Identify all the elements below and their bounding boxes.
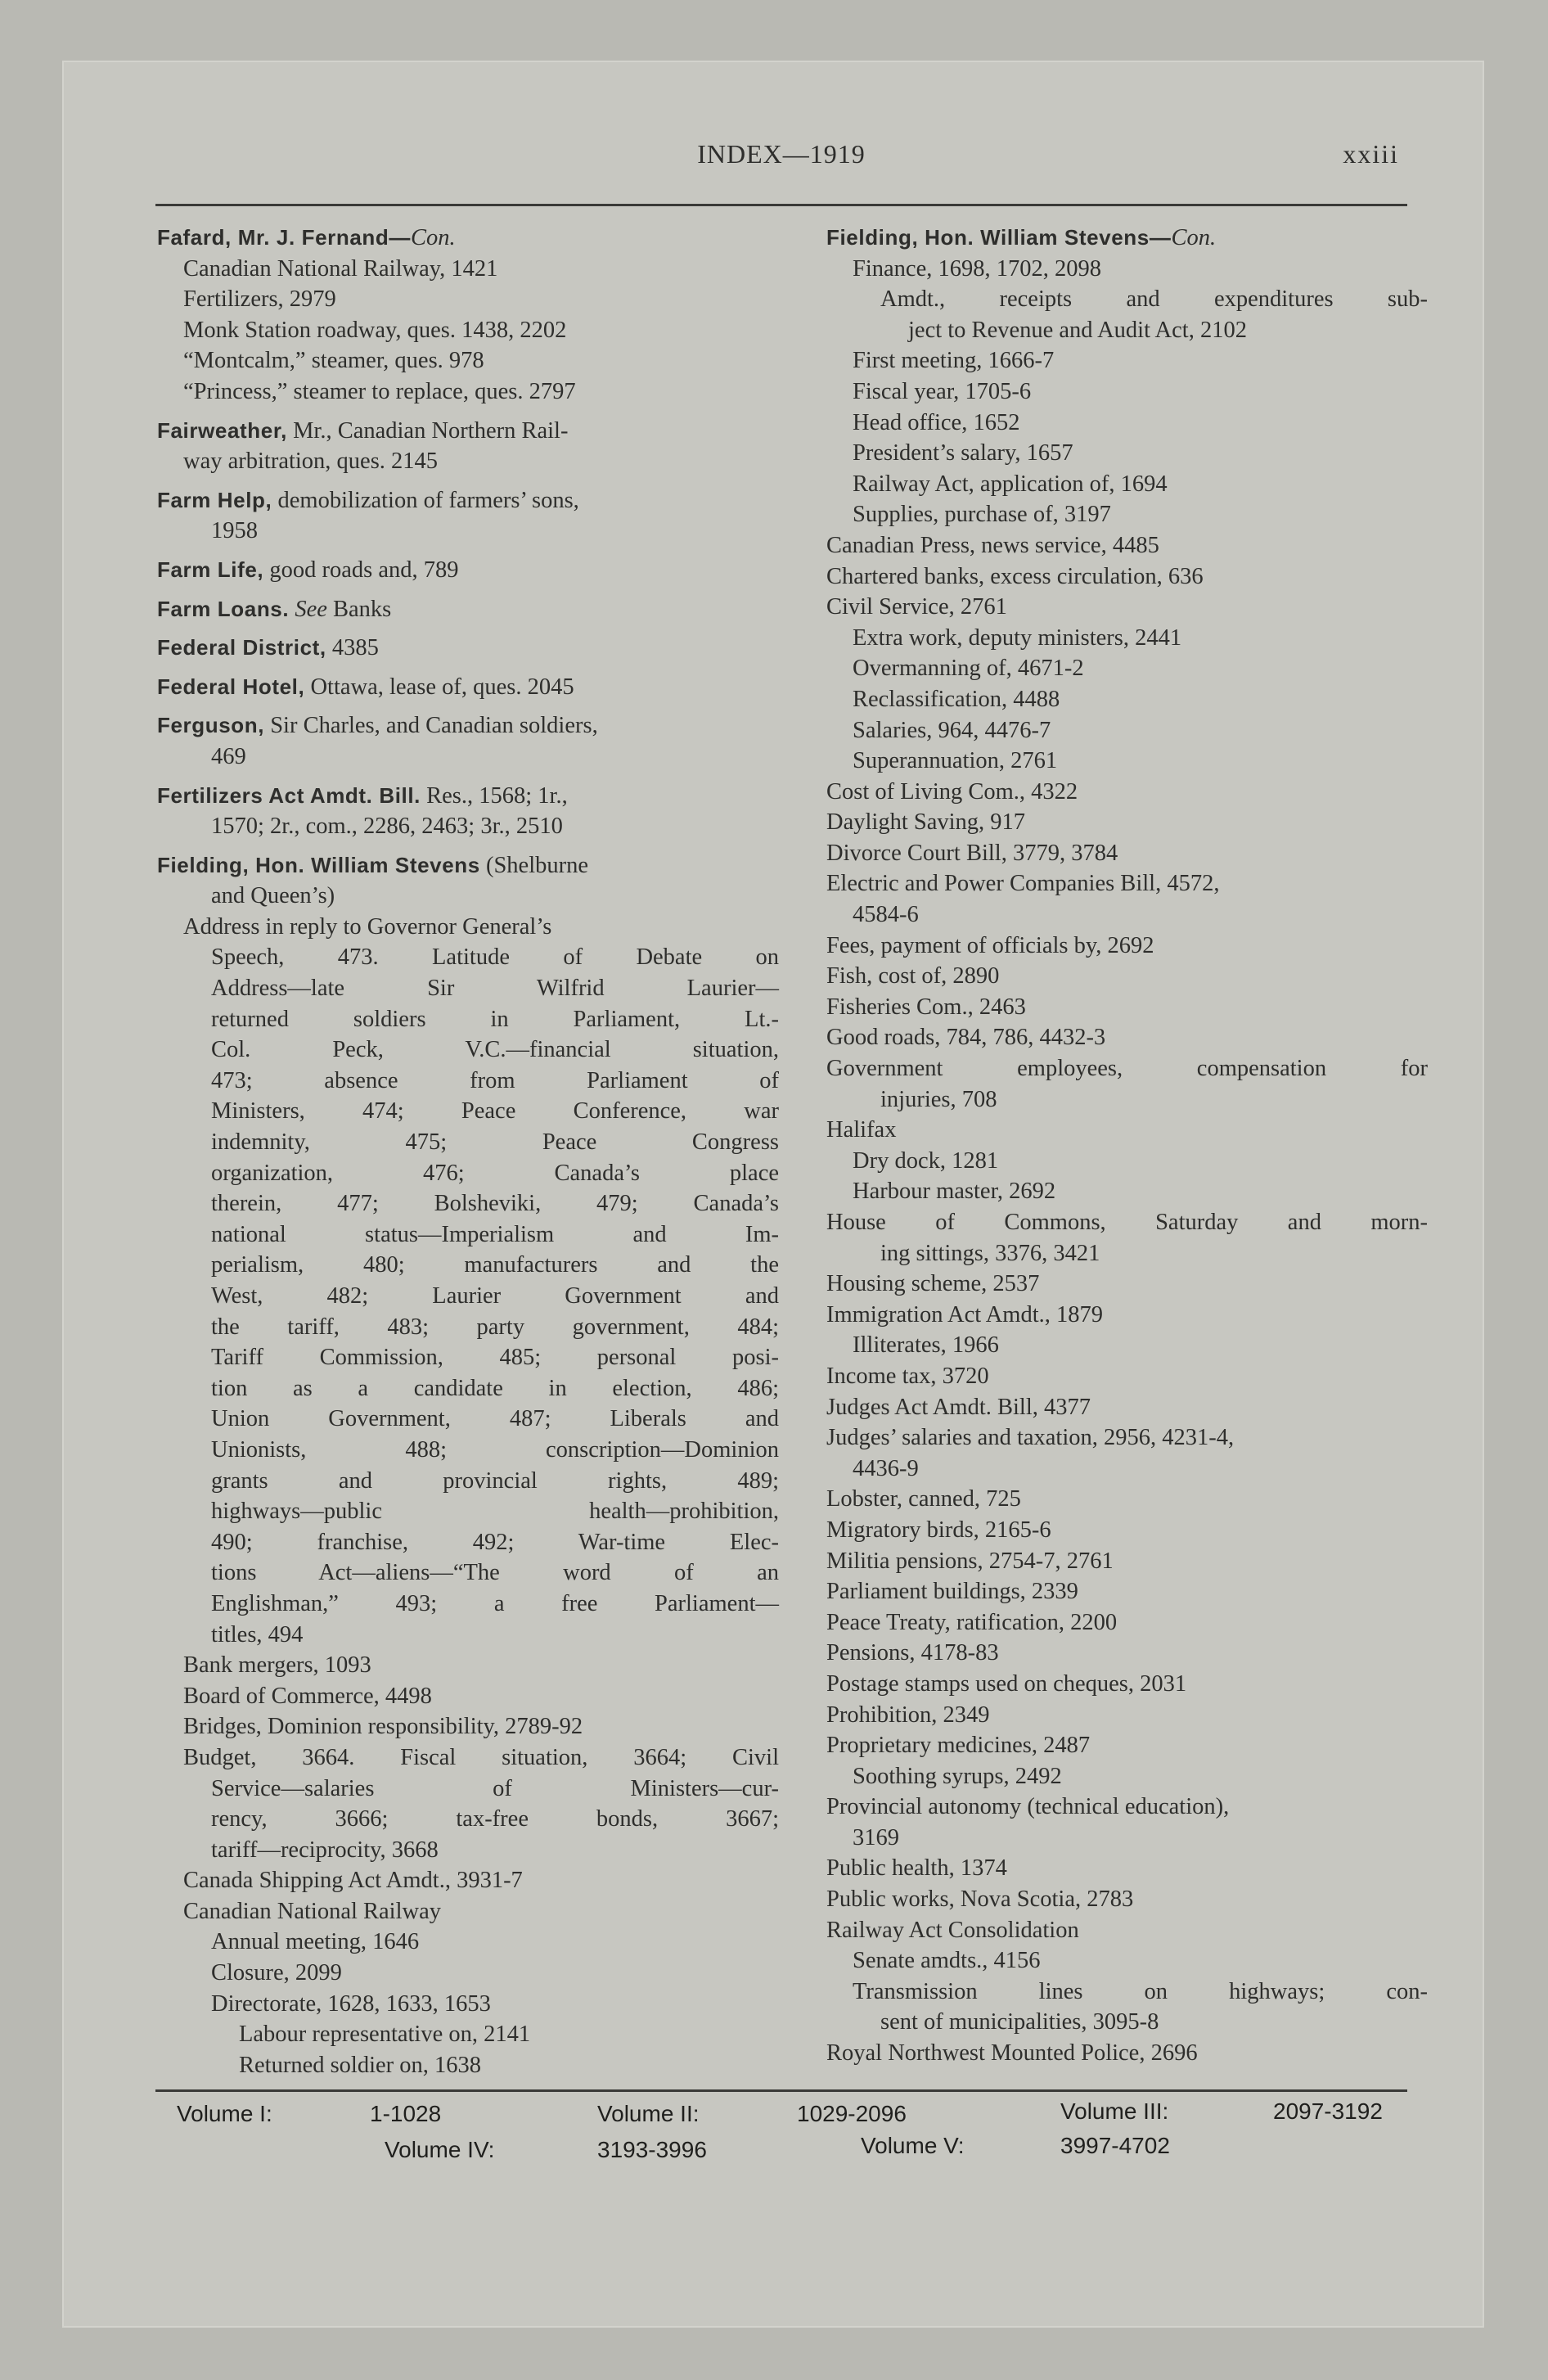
sub-entry: First meeting, 1666-7 (853, 348, 1055, 374)
sub-entry: Railway Act, application of, 1694 (853, 471, 1168, 497)
sub-entry: Migratory birds, 2165-6 (826, 1517, 1051, 1543)
entry-text: 1958 (211, 518, 258, 544)
sub-entry: Supplies, purchase of, 3197 (853, 502, 1111, 528)
entry-heading: Farm Help, (157, 487, 272, 512)
sub-entry: Chartered banks, excess circulation, 636 (826, 563, 1204, 589)
volume-label: Volume V: (861, 2133, 965, 2158)
sub-entry: Judges’ salaries and taxation, 2956, 4231-4, (826, 1425, 1235, 1451)
index-entry (157, 710, 779, 772)
sub-entry: Pensions, 4178-83 (826, 1640, 999, 1666)
sub-entry: Militia pensions, 2754-7, 2761 (826, 1548, 1114, 1574)
sub-entry: Transmission lines on highways; con- (853, 1978, 1428, 2004)
continued-label: Con. (410, 225, 456, 250)
sub-entry: Fisheries Com., 2463 (826, 994, 1026, 1020)
sub-entry: perialism, 480; manufacturers and the (211, 1252, 779, 1278)
sub-entry: Illiterates, 1966 (853, 1332, 999, 1359)
sub-entry: Superannuation, 2761 (853, 748, 1058, 774)
sub-entry: Public health, 1374 (826, 1855, 1007, 1882)
sub-entry: Peace Treaty, ratification, 2200 (826, 1609, 1118, 1635)
sub-entry: Good roads, 784, 786, 4432-3 (826, 1025, 1106, 1051)
sub-entry: Col. Peck, V.C.—financial situation, (211, 1037, 779, 1063)
sub-entry: returned soldiers in Parliament, Lt.- (211, 1006, 779, 1032)
entry-text: good roads and, 789 (263, 557, 459, 583)
sub-entry: Proprietary medicines, 2487 (826, 1733, 1091, 1759)
sub-entry: Divorce Court Bill, 3779, 3784 (826, 840, 1118, 866)
index-entry (157, 850, 779, 2081)
entry-heading: Farm Life, (157, 557, 264, 582)
entry-text: (Shelburne (479, 852, 589, 878)
sub-entry: Extra work, deputy ministers, 2441 (853, 624, 1182, 651)
sub-entry: Postage stamps used on cheques, 2031 (826, 1670, 1187, 1697)
sub-entry: Finance, 1698, 1702, 2098 (853, 255, 1101, 282)
sub-entry: Daylight Saving, 917 (826, 809, 1026, 836)
entry-heading: Federal District, (157, 635, 326, 660)
sub-entry: Canadian National Railway, 1421 (183, 255, 498, 282)
sub-entry: Fish, cost of, 2890 (826, 963, 1000, 989)
sub-entry: organization, 476; Canada’s place (211, 1160, 779, 1186)
volume-range: 3193-3996 (597, 2137, 707, 2162)
entry-text: Ottawa, lease of, ques. 2045 (304, 674, 574, 700)
sub-entry: Head office, 1652 (853, 409, 1020, 435)
header-rule (155, 204, 1407, 206)
volume-range: 3997-4702 (1060, 2133, 1170, 2158)
sub-entry: Canada Shipping Act Amdt., 3931-7 (183, 1868, 523, 1894)
sub-entry: Prohibition, 2349 (826, 1702, 990, 1728)
sub-entry: 3169 (853, 1824, 899, 1850)
sub-entry: Labour representative on, 2141 (239, 2022, 531, 2048)
sub-entry: Parliament buildings, 2339 (826, 1579, 1078, 1605)
sub-entry: Cost of Living Com., 4322 (826, 778, 1078, 805)
entry-text: Sir Charles, and Canadian soldiers, (264, 713, 598, 739)
sub-entry: Service—salaries of Ministers—cur- (211, 1775, 779, 1801)
sub-entry: Fiscal year, 1705-6 (853, 378, 1032, 404)
index-entry (157, 555, 779, 586)
sub-entry: 490; franchise, 492; War-time Elec- (211, 1529, 779, 1555)
sub-entry: Bridges, Dominion responsibility, 2789-92 (183, 1714, 583, 1740)
sub-entry: tions Act—aliens—“The word of an (211, 1560, 779, 1586)
entry-heading: Farm Loans. (157, 596, 290, 621)
sub-entry: Judges Act Amdt. Bill, 4377 (826, 1394, 1091, 1420)
entry-heading: Ferguson, (157, 713, 265, 738)
sub-entry: “Montcalm,” steamer, ques. 978 (183, 348, 484, 374)
index-entry (157, 672, 779, 703)
entry-text: demobilization of farmers’ sons, (272, 487, 579, 513)
entry-heading: Fairweather, (157, 417, 287, 443)
sub-entry: Budget, 3664. Fiscal situation, 3664; Civil (183, 1744, 779, 1770)
index-column-left (157, 223, 779, 2089)
sub-entry: tion as a candidate in election, 486; (211, 1375, 779, 1401)
sub-entry: therein, 477; Bolsheviki, 479; Canada’s (211, 1191, 779, 1217)
sub-entry: ing sittings, 3376, 3421 (880, 1240, 1100, 1266)
volume-range: 1029-2096 (797, 2101, 907, 2126)
sub-entry: Amdt., receipts and expenditures sub- (880, 286, 1428, 313)
sub-entry: highways—public health—prohibition, (211, 1499, 779, 1525)
sub-entry: national status—Imperialism and Im- (211, 1221, 779, 1247)
entry-text: Mr., Canadian Northern Rail- (286, 417, 569, 444)
sub-entry: 473; absence from Parliament of (211, 1067, 779, 1093)
index-entry (157, 781, 779, 842)
index-entry (157, 416, 779, 477)
index-entry (157, 633, 779, 664)
sub-entry: Halifax (826, 1117, 897, 1143)
sub-entry: Government employees, compensation for (826, 1056, 1428, 1082)
sub-entry: Canadian National Railway (183, 1898, 441, 1924)
sub-entry: Income tax, 3720 (826, 1363, 989, 1389)
sub-entry: Royal Northwest Mounted Police, 2696 (826, 2040, 1198, 2067)
sub-entry: Senate amdts., 4156 (853, 1948, 1041, 1974)
index-entry (157, 594, 779, 625)
volume-label: Volume I: (177, 2101, 272, 2126)
sub-entry: 4436-9 (853, 1455, 919, 1481)
sub-entry: Harbour master, 2692 (853, 1179, 1056, 1205)
sub-entry: Reclassification, 4488 (853, 686, 1060, 712)
sub-entry: sent of municipalities, 3095-8 (880, 2009, 1159, 2035)
sub-entry: Overmanning of, 4671-2 (853, 656, 1084, 682)
continued-label: Con. (1171, 225, 1217, 250)
volume-label: Volume III: (1060, 2098, 1169, 2124)
index-column-right (826, 223, 1428, 2069)
sub-entry: Closure, 2099 (211, 1960, 342, 1986)
sub-entry: Railway Act Consolidation (826, 1917, 1079, 1943)
sub-entry: Lobster, canned, 725 (826, 1486, 1021, 1512)
entry-text: 1570; 2r., com., 2286, 2463; 3r., 2510 (211, 814, 563, 840)
page-title: INDEX—1919 (697, 139, 866, 169)
index-entry (157, 223, 779, 408)
sub-entry: Provincial autonomy (technical education), (826, 1794, 1230, 1820)
sub-entry: House of Commons, Saturday and morn- (826, 1210, 1428, 1235)
sub-entry: Soothing syrups, 2492 (853, 1763, 1062, 1789)
index-entry (157, 485, 779, 547)
sub-entry: Annual meeting, 1646 (211, 1929, 420, 1955)
entry-text: and Queen’s) (211, 883, 335, 909)
sub-entry: injuries, 708 (880, 1086, 997, 1112)
entry-text: 4385 (326, 635, 379, 661)
sub-entry: Englishman,” 493; a free Parliament— (211, 1590, 779, 1616)
sub-entry: Directorate, 1628, 1633, 1653 (211, 1990, 491, 2017)
sub-entry: Canadian Press, news service, 4485 (826, 532, 1159, 558)
entry-text: Banks (326, 596, 392, 622)
sub-entry: Salaries, 964, 4476-7 (853, 717, 1051, 743)
sub-entry: “Princess,” steamer to replace, ques. 2797 (183, 378, 576, 404)
sub-entry: the tariff, 483; party government, 484; (211, 1314, 779, 1340)
sub-entry: tariff—reciprocity, 3668 (211, 1837, 439, 1863)
sub-entry: President’s salary, 1657 (853, 440, 1073, 467)
entry-heading: Fielding, Hon. William Stevens— (826, 225, 1172, 250)
entry-heading: Fafard, Mr. J. Fernand— (157, 225, 411, 250)
entry-heading: Fielding, Hon. William Stevens (157, 852, 480, 877)
sub-entry: Fees, payment of officials by, 2692 (826, 932, 1154, 958)
sub-entry: West, 482; Laurier Government and (211, 1283, 779, 1309)
sub-entry: Speech, 473. Latitude of Debate on (211, 944, 779, 971)
sub-entry: grants and provincial rights, 489; (211, 1467, 779, 1494)
sub-entry: Dry dock, 1281 (853, 1147, 999, 1174)
sub-entry: Electric and Power Companies Bill, 4572, (826, 871, 1220, 897)
sub-entry: Civil Service, 2761 (826, 594, 1007, 620)
sub-entry: Housing scheme, 2537 (826, 1271, 1040, 1297)
volume-range: 1-1028 (370, 2101, 442, 2126)
volume-range: 2097-3192 (1273, 2098, 1383, 2124)
entry-text: way arbitration, ques. 2145 (183, 449, 439, 475)
sub-entry: ject to Revenue and Audit Act, 2102 (908, 317, 1247, 343)
sub-entry: titles, 494 (211, 1621, 304, 1648)
see-reference: See (289, 596, 327, 622)
entry-text: 469 (211, 743, 246, 769)
sub-entry: Bank mergers, 1093 (183, 1652, 371, 1679)
sub-entry: Monk Station roadway, ques. 1438, 2202 (183, 317, 567, 343)
entry-heading: Federal Hotel, (157, 674, 305, 699)
page-header (155, 139, 1407, 205)
sub-entry: Board of Commerce, 4498 (183, 1683, 432, 1709)
sub-entry: rency, 3666; tax-free bonds, 3667; (211, 1806, 779, 1832)
entry-text: Res., 1568; 1r., (421, 782, 568, 809)
sub-entry: Public works, Nova Scotia, 2783 (826, 1886, 1134, 1913)
sub-entry: Address in reply to Governor General’s (183, 913, 552, 940)
sub-entry: Unionists, 488; conscription—Dominion (211, 1436, 779, 1463)
sub-entry: Union Government, 487; Liberals and (211, 1406, 779, 1432)
entry-heading: Fertilizers Act Amdt. Bill. (157, 782, 421, 808)
sub-entry: indemnity, 475; Peace Congress (211, 1129, 779, 1156)
footer-rule (155, 2089, 1407, 2092)
sub-entry: Fertilizers, 2979 (183, 286, 336, 313)
sub-entry: Address—late Sir Wilfrid Laurier— (211, 976, 779, 1002)
sub-entry: Immigration Act Amdt., 1879 (826, 1301, 1104, 1327)
sub-entry: Returned soldier on, 1638 (239, 2052, 482, 2078)
sub-entry: 4584-6 (853, 902, 919, 928)
sub-entry: Tariff Commission, 485; personal posi- (211, 1345, 779, 1371)
page-number: xxiii (1343, 139, 1399, 169)
volume-label: Volume IV: (385, 2137, 495, 2162)
sub-entry: Ministers, 474; Peace Conference, war (211, 1098, 779, 1125)
volume-label: Volume II: (597, 2101, 700, 2126)
